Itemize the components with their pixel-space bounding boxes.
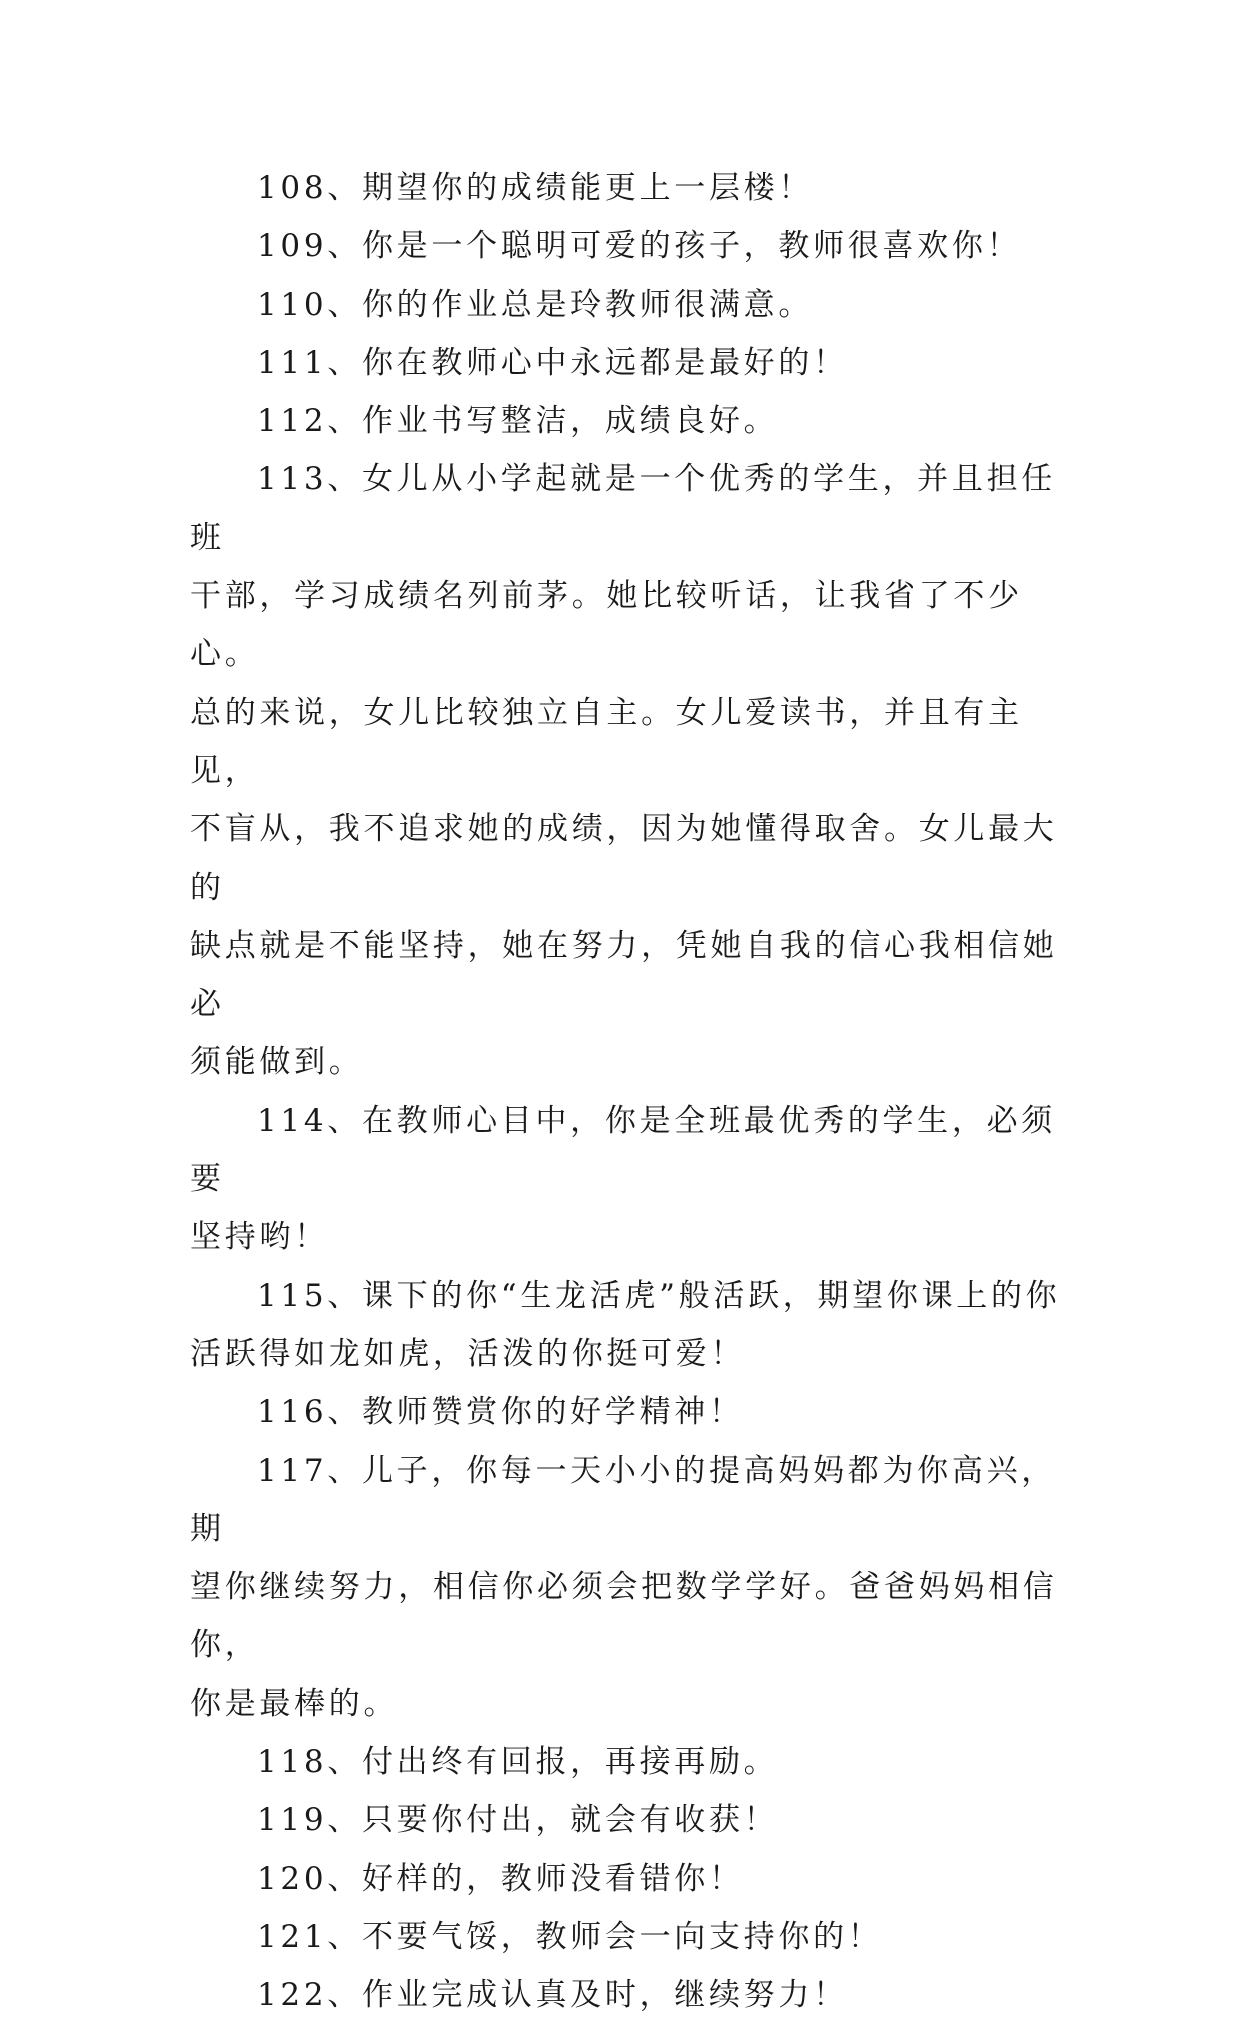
- paragraph-122: 122、作业完成认真及时，继续努力！: [257, 1977, 848, 2014]
- paragraph-115: 115、课下的你“生龙活虎”般活跃，期望你课上的你 活跃得如龙如虎，活泼的你挺可爱！: [190, 1277, 1061, 1372]
- paragraph-108: 108、期望你的成绩能更上一层楼！: [257, 170, 814, 206]
- paragraph-118: 118、付出终有回报，再接再励。: [257, 1744, 779, 1781]
- paragraph-114: 114、在教师心目中，你是全班最优秀的学生，必须要 坚持哟！: [190, 1102, 1056, 1256]
- paragraph-121: 121、不要气馁，教师会一向支持你的！: [257, 1918, 883, 1955]
- paragraph-119: 119、只要你付出，就会有收获！: [257, 1802, 779, 1839]
- paragraph-109: 109、你是一个聪明可爱的孩子，教师很喜欢你！: [257, 228, 1022, 265]
- paragraph-117: 117、儿子，你每一天小小的提高妈妈都为你高兴，期 望你继续努力，相信你必须会把数学学好。爸爸妈妈相信你， 你是最棒的。: [190, 1452, 1058, 1722]
- paragraph-120: 120、好样的，教师没看错你！: [257, 1860, 744, 1897]
- paragraph-112: 112、作业书写整洁，成绩良好。: [257, 403, 779, 440]
- paragraph-116: 116、教师赞赏你的好学精神！: [257, 1394, 744, 1431]
- paragraph-110: 110、你的作业总是玲教师很满意。: [257, 286, 814, 323]
- paragraph-111: 111、你在教师心中永远都是最好的！: [257, 344, 848, 381]
- paragraph-113: 113、女儿从小学起就是一个优秀的学生，并且担任班 干部，学习成绩名列前茅。她比较听话，让我省了不少心。 总的来说，女儿比较独立自主。女儿爱读书，并且有主见， 不盲从，我不追求她的成绩，因为她懂得取舍。女儿最大的 缺点就是不能坚持，她在努力，凭她自我的信心我相信她必 须能做到。: [190, 461, 1058, 1081]
- document-body: [190, 159, 1070, 2025]
